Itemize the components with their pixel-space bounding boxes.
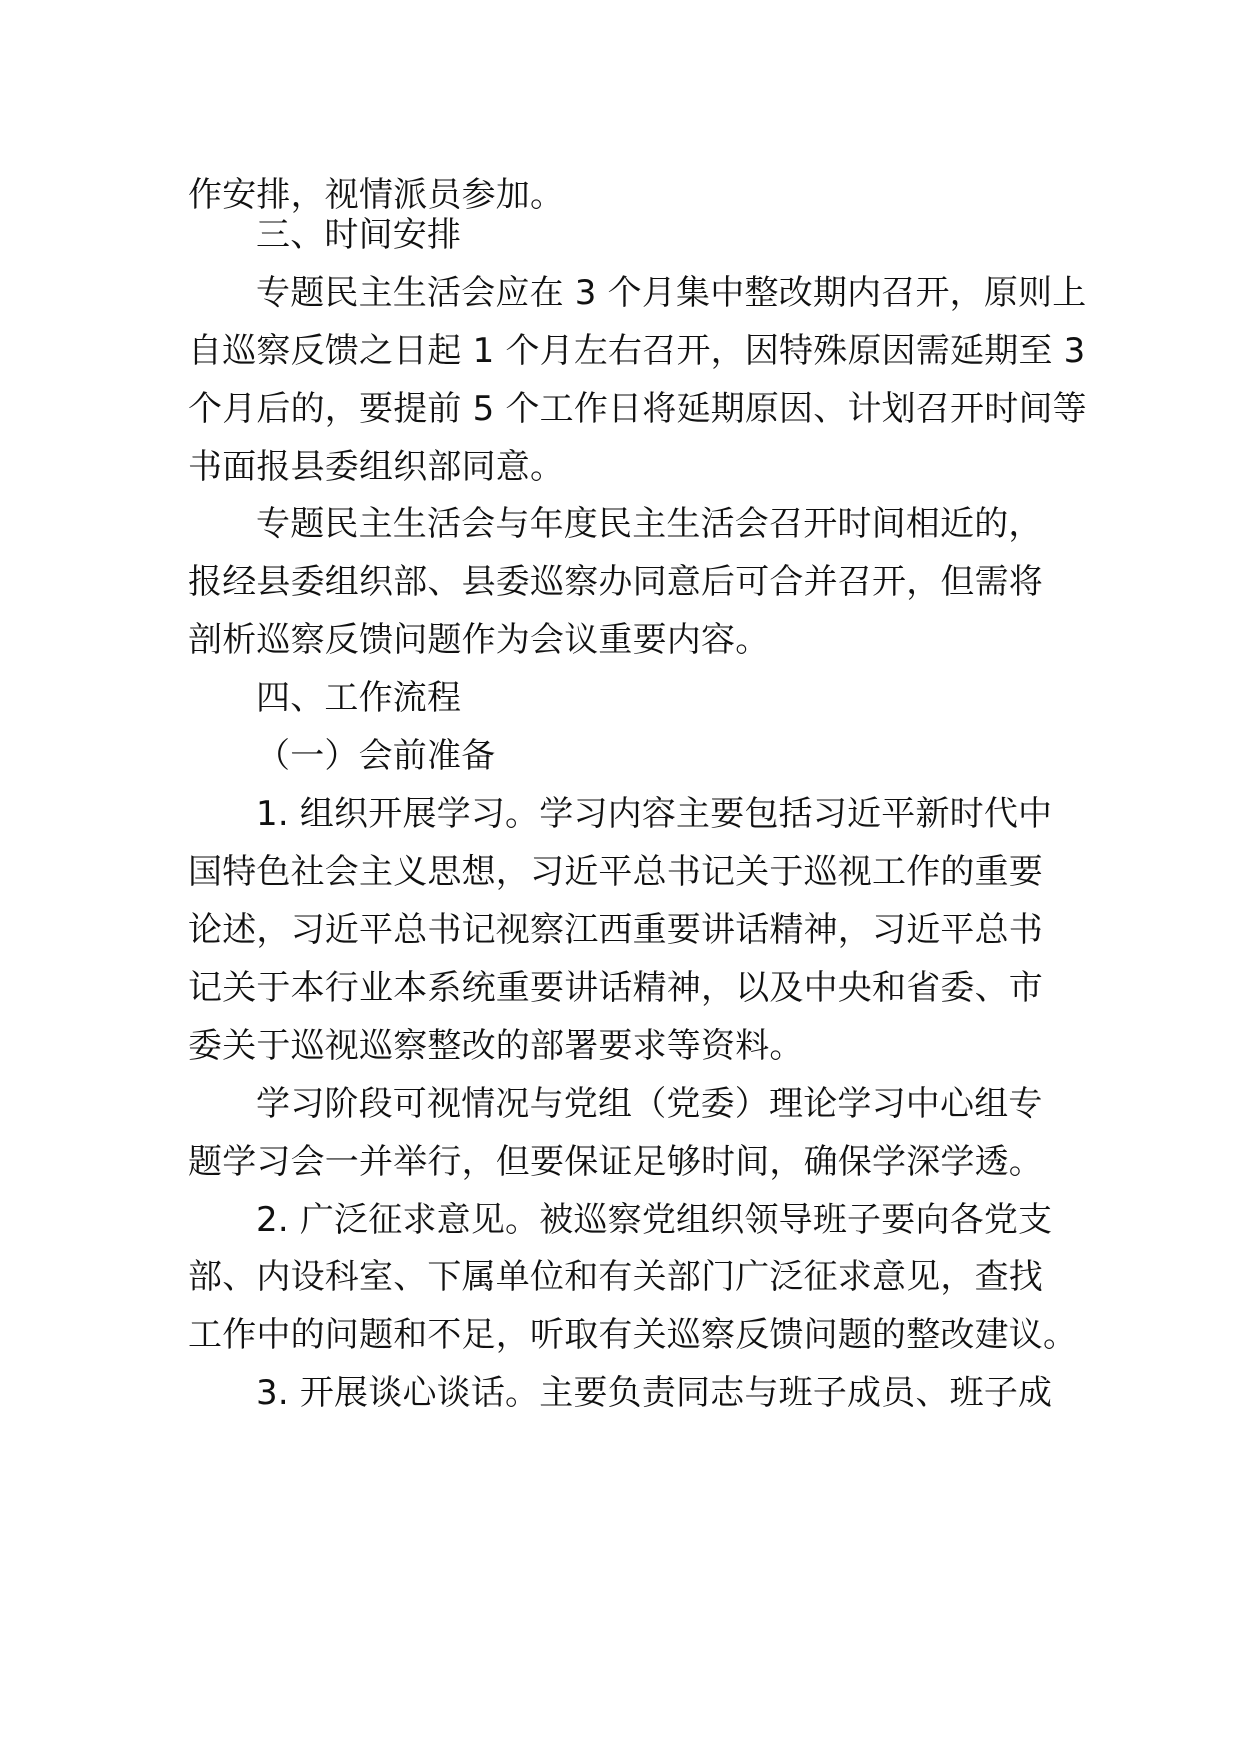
text-line: 论述，习近平总书记视察江西重要讲话精神，习近平总书 xyxy=(188,910,1043,950)
text-line: 剖析巡察反馈问题作为会议重要内容。 xyxy=(188,620,770,660)
subsection-heading: （一）会前准备 xyxy=(256,736,496,776)
text-line: 个月后的，要提前 5 个工作日将延期原因、计划召开时间等 xyxy=(188,389,1087,429)
text-line: 自巡察反馈之日起 1 个月左右召开，因特殊原因需延期至 3 xyxy=(188,331,1086,371)
text-line: 委关于巡视巡察整改的部署要求等资料。 xyxy=(188,1026,804,1066)
text-line: 工作中的问题和不足，听取有关巡察反馈问题的整改建议。 xyxy=(188,1315,1078,1355)
text-line: 2. 广泛征求意见。被巡察党组织领导班子要向各党支 xyxy=(256,1200,1053,1240)
text-line: 题学习会一并举行，但要保证足够时间，确保学深学透。 xyxy=(188,1142,1043,1182)
section-heading: 三、时间安排 xyxy=(256,215,462,255)
section-heading: 四、工作流程 xyxy=(256,678,462,718)
text-line: 报经县委组织部、县委巡察办同意后可合并召开，但需将 xyxy=(188,562,1043,602)
text-line: 记关于本行业本系统重要讲话精神，以及中央和省委、市 xyxy=(188,968,1043,1008)
text-line: 3. 开展谈心谈话。主要负责同志与班子成员、班子成 xyxy=(256,1373,1053,1413)
text-line: 专题民主生活会应在 3 个月集中整改期内召开，原则上 xyxy=(256,273,1087,313)
text-line: 学习阶段可视情况与党组（党委）理论学习中心组专 xyxy=(256,1084,1043,1124)
text-line: 1. 组织开展学习。学习内容主要包括习近平新时代中 xyxy=(256,794,1053,834)
text-line: 国特色社会主义思想，习近平总书记关于巡视工作的重要 xyxy=(188,852,1043,892)
text-line: 部、内设科室、下属单位和有关部门广泛征求意见，查找 xyxy=(188,1257,1043,1297)
text-line: 作安排，视情派员参加。 xyxy=(188,175,565,215)
text-line: 专题民主生活会与年度民主生活会召开时间相近的， xyxy=(256,504,1043,544)
text-line: 书面报县委组织部同意。 xyxy=(188,447,565,487)
